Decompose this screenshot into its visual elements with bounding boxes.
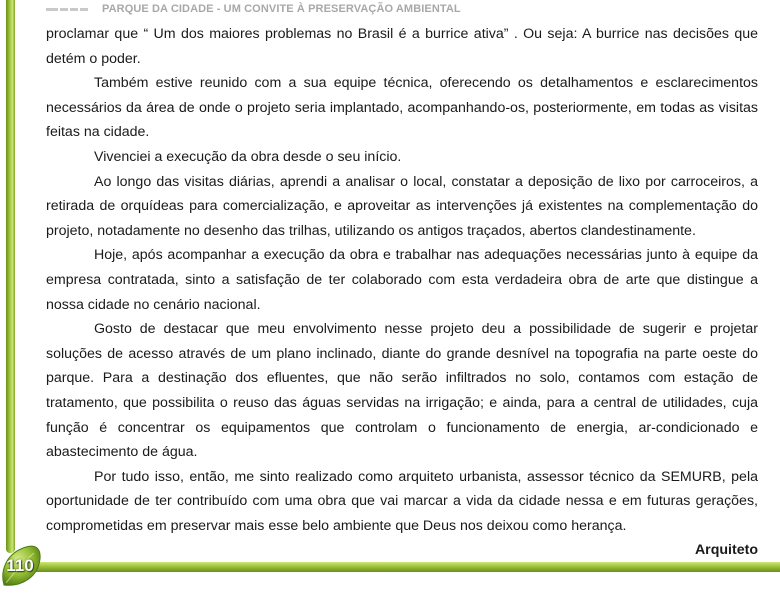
paragraph: Gosto de destacar que meu envolvimento nesse projeto deu a possibilidade de sugerir e projetar soluções de acesso através de um plano inclinado, diante do grande desnível na topografia na parte oeste do parque. Para a destinação dos efluentes, que não serão infiltrados no solo, contamos com estação de tratamento, que possibilita o reuso das águas servidas na irrigação; e ainda, para a central de utilidades, cuja função é concentrar os equipamentos que controlam o funcionamento de energia, ar-condicionado e abastecimento de água.: [46, 321, 758, 461]
running-header: [46, 1, 461, 17]
paragraph-continued: proclamar que “ Um dos maiores problemas no Brasil é a burrice ativa” . Ou seja: A burrice nas decisões que detém o poder.: [46, 26, 758, 67]
page-body: [46, 22, 758, 563]
header-title: PARQUE DA CIDADE - UM CONVITE À PRESERVAÇÃO AMBIENTAL: [102, 3, 461, 15]
paragraph: Também estive reunido com a sua equipe técnica, oferecendo os detalhamentos e esclarecimentos necessários da área de onde o projeto seria implantado, acompanhando-os, posteriormente, em todas as visitas feitas na cidade.: [46, 75, 758, 141]
header-dash-ornament: [46, 8, 88, 11]
left-margin-rule: [6, 0, 15, 553]
paragraph: Por tudo isso, então, me sinto realizado como arquiteto urbanista, assessor técnico da SEMURB, pela oportunidade de ter contribuído com uma obra que vai marcar a vida da cidade nessa e em futuras gerações, comprometidas em preservar mais esse belo ambiente que Deus nos deixou como herança.: [46, 468, 758, 534]
author-signature: Arquiteto: [694, 542, 758, 559]
page-number: 110: [6, 556, 34, 575]
paragraph: Hoje, após acompanhar a execução da obra e trabalhar nas adequações necessárias junto à equipe da empresa contratada, sinto a satisfação de ter colaborado com esta verdadeira obra de arte que distingue a nossa cidade no cenário nacional.: [46, 247, 758, 313]
paragraph: Ao longo das visitas diárias, aprendi a analisar o local, constatar a deposição de lixo por carroceiros, a retirada de orquídeas para comercialização, e aproveitar as intervenções já existentes na complementação do projeto, notadamente no desenho das trilhas, utilizando os antigos traçados, abertos clandestinamente.: [46, 173, 758, 239]
paragraph: Vivenciei a execução da obra desde o seu início.: [94, 148, 402, 165]
footer-bar: [6, 562, 780, 572]
